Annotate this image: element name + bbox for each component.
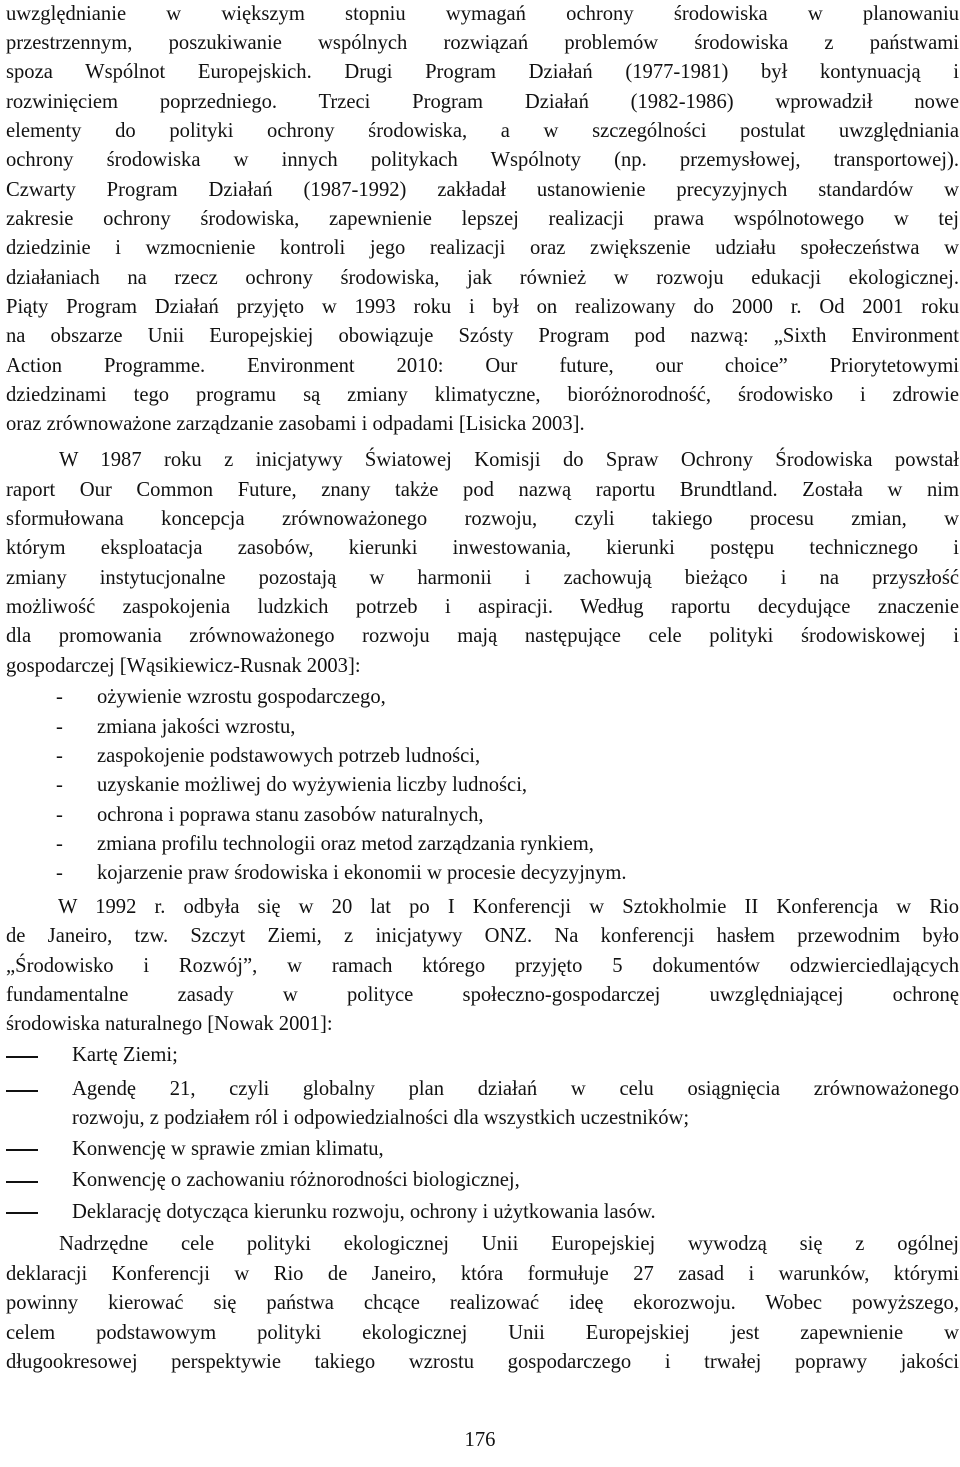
list-item: ożywienie wzrostu gospodarczego, <box>97 686 386 708</box>
paragraph-line: oraz zrównoważone zarządzanie zasobami i odpadami [Lisicka 2003]. <box>6 413 585 435</box>
list-item: Deklarację dotycząca kierunku rozwoju, ochrony i użytkowania lasów. <box>72 1201 656 1223</box>
paragraph-line: dla promowania zrównoważonego rozwoju mają następujące cele polityki środowiskowej i <box>6 625 959 647</box>
list-item: Agendę 21, czyli globalny plan działań w celu osiągnięcia zrównoważonego <box>72 1078 959 1100</box>
bullet-marker: - <box>56 774 63 796</box>
paragraph-line: deklaracji Konferencji w Rio de Janeiro, która formułuje 27 zasad i warunków, którymi <box>6 1263 959 1285</box>
paragraph-line: którym eksploatacja zasobów, kierunki inwestowania, kierunki postępu technicznego i <box>6 537 959 559</box>
bullet-marker: - <box>56 745 63 767</box>
paragraph-line: Nadrzędne cele polityki ekologicznej Unii Europejskiej wywodzą się z ogólnej <box>59 1233 959 1255</box>
paragraph-line: przestrzennym, poszukiwanie wspólnych rozwiązań problemów środowiska z państwami <box>6 32 959 54</box>
paragraph-line: zmiany instytucjonalne pozostają w harmonii i zachowują bieżąco i na przyszłość <box>6 567 959 589</box>
paragraph-line: Piąty Program Działań przyjęto w 1993 roku i był on realizowany do 2000 r. Od 2001 roku <box>6 296 959 318</box>
list-item: uzyskanie możliwej do wyżywienia liczby ludności, <box>97 774 528 796</box>
paragraph-line: raport Our Common Future, znany także pod nazwą raportu Brundtland. Została w nim <box>6 479 959 501</box>
paragraph-line: sformułowana koncepcja zrównoważonego rozwoju, czyli takiego procesu zmian, w <box>6 508 959 530</box>
paragraph-line: długookresowej perspektywie takiego wzrostu gospodarczego i trwałej poprawy jakości <box>6 1351 959 1373</box>
paragraph-line: zakresie ochrony środowiska, zapewnienie lepszej realizacji prawa wspólnotowego w tej <box>6 208 959 230</box>
paragraph-line: działaniach na rzecz ochrony środowiska, jak również w rozwoju edukacji ekologicznej. <box>6 267 959 289</box>
list-item: ochrona i poprawa stanu zasobów naturalnych, <box>97 804 484 826</box>
paragraph-line: de Janeiro, tzw. Szczyt Ziemi, z inicjatywy ONZ. Na konferencji hasłem przewodnim było <box>6 925 959 947</box>
list-item: Konwencję o zachowaniu różnorodności biologicznej, <box>72 1169 520 1191</box>
paragraph-line: dziedzinami tego programu są zmiany klimatyczne, bioróżnorodność, środowisko i zdrowie <box>6 384 959 406</box>
paragraph-line: W 1992 r. odbyła się w 20 lat po I Konferencji w Sztokholmie II Konferencja w Rio <box>58 896 959 918</box>
dash-marker <box>6 1212 38 1214</box>
bullet-marker: - <box>56 686 63 708</box>
bullet-marker: - <box>56 862 63 884</box>
paragraph-line: elementy do polityki ochrony środowiska, a w szczególności postulat uwzględniania <box>6 120 959 142</box>
paragraph-line: celem podstawowym polityki ekologicznej Unii Europejskiej jest zapewnienie w <box>6 1322 959 1344</box>
bullet-marker: - <box>56 833 63 855</box>
paragraph-line: „Środowisko i Rozwój”, w ramach którego przyjęto 5 dokumentów odzwierciedlających <box>6 955 959 977</box>
dash-marker <box>6 1090 38 1092</box>
paragraph-line: na obszarze Unii Europejskiej obowiązuje Szósty Program pod nazwą: „Sixth Environment <box>6 325 959 347</box>
paragraph-line: gospodarczej [Wąsikiewicz-Rusnak 2003]: <box>6 655 361 677</box>
list-item: Kartę Ziemi; <box>72 1044 178 1066</box>
paragraph-line: dziedzinie i wzmocnienie kontroli jego realizacji oraz zwiększenie udziału społeczeństwa w <box>6 237 959 259</box>
paragraph-line: W 1987 roku z inicjatywy Światowej Komisji do Spraw Ochrony Środowiska powstał <box>59 449 959 471</box>
list-item-continuation: rozwoju, z podziałem ról i odpowiedzialności dla wszystkich uczestników; <box>72 1107 690 1129</box>
paragraph-line: Czwarty Program Działań (1987-1992) zakładał ustanowienie precyzyjnych standardów w <box>6 179 959 201</box>
list-item: Konwencję w sprawie zmian klimatu, <box>72 1138 384 1160</box>
paragraph-line: możliwość zaspokojenia ludzkich potrzeb i aspiracji. Według raportu decydujące znaczenie <box>6 596 959 618</box>
list-item: zmiana profilu technologii oraz metod zarządzania rynkiem, <box>97 833 594 855</box>
dash-marker <box>6 1181 38 1183</box>
paragraph-line: powinny kierować się państwa chcące realizować ideę ekorozwoju. Wobec powyższego, <box>6 1292 959 1314</box>
list-item: zmiana jakości wzrostu, <box>97 716 296 738</box>
page-number: 176 <box>464 1429 496 1451</box>
list-item: zaspokojenie podstawowych potrzeb ludności, <box>97 745 481 767</box>
paragraph-line: Action Programme. Environment 2010: Our future, our choice” Priorytetowymi <box>6 355 959 377</box>
paragraph-line: ochrony środowiska w innych politykach Wspólnoty (np. przemysłowej, transportowej). <box>6 149 959 171</box>
dash-marker <box>6 1149 38 1151</box>
paragraph-line: fundamentalne zasady w polityce społeczno-gospodarczej uwzględniającej ochronę <box>6 984 959 1006</box>
paragraph-line: uwzględnianie w większym stopniu wymagań ochrony środowiska w planowaniu <box>6 3 959 25</box>
bullet-marker: - <box>56 716 63 738</box>
list-item: kojarzenie praw środowiska i ekonomii w procesie decyzyjnym. <box>97 862 627 884</box>
bullet-marker: - <box>56 804 63 826</box>
paragraph-line: spoza Wspólnot Europejskich. Drugi Program Działań (1977-1981) był kontynuacją i <box>6 61 959 83</box>
paragraph-line: środowiska naturalnego [Nowak 2001]: <box>6 1013 333 1035</box>
paragraph-line: rozwinięciem poprzedniego. Trzeci Program Działań (1982-1986) wprowadził nowe <box>6 91 959 113</box>
dash-marker <box>6 1056 38 1058</box>
